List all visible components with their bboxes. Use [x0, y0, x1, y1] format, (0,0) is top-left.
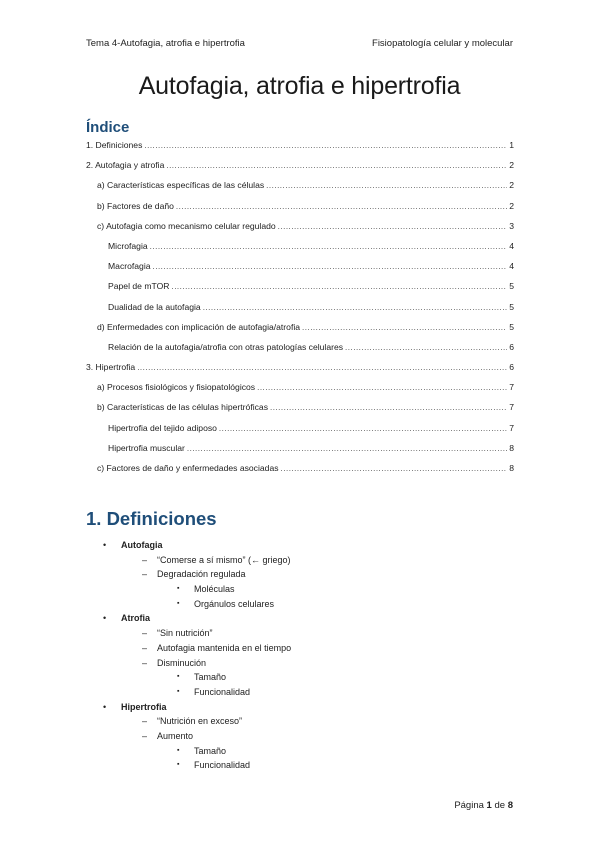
toc-entry-label: Microfagia: [108, 240, 148, 251]
bullet-marker: –: [142, 554, 148, 565]
toc-entry-page: 5: [509, 281, 514, 292]
outline-item: [86, 729, 516, 744]
toc-dot-leader: [187, 444, 507, 453]
outline-item: [86, 597, 516, 612]
toc-dot-leader: [345, 343, 507, 352]
toc-entry-label: Relación de la autofagia/atrofia con otras patologías celulares: [108, 341, 344, 352]
toc-entry[interactable]: [86, 241, 514, 261]
toc-entry-page: 5: [509, 301, 514, 312]
outline-item: [86, 538, 516, 553]
bullet-marker: •: [103, 540, 107, 550]
toc-entry-label: c) Autofagia como mecanismo celular regulado: [97, 220, 276, 231]
toc-dot-leader: [257, 383, 507, 392]
toc-entry-label: 3. Hipertrofia: [86, 362, 136, 373]
toc-entry-label: 1. Definiciones: [86, 140, 143, 150]
outline-item: [86, 656, 516, 671]
page-header: [86, 38, 513, 49]
toc-entry-page: 2: [509, 180, 514, 191]
outline-item-text: Degradación regulada: [157, 569, 246, 580]
outline-item: [86, 685, 516, 700]
footer-total-pages: 8: [507, 800, 513, 811]
document-title: Autofagia, atrofia e hipertrofia: [138, 72, 461, 100]
toc-dot-leader: [278, 222, 508, 231]
outline-item: [86, 626, 516, 641]
definitions-outline: [86, 538, 516, 773]
bullet-marker: ▪: [177, 687, 180, 695]
bullet-marker: –: [142, 730, 148, 741]
header-right: Fisiopatología celular y molecular: [372, 38, 513, 49]
toc-entry-label: Macrofagia: [108, 261, 151, 272]
toc-entry[interactable]: [86, 322, 514, 342]
toc-dot-leader: [144, 141, 507, 150]
bullet-marker: –: [142, 569, 148, 580]
toc-entry-label: Papel de mTOR: [108, 281, 170, 292]
outline-item-text: “Comerse a sí mismo” (← griego): [157, 554, 291, 565]
toc-entry-page: 2: [509, 160, 514, 171]
toc-dot-leader: [171, 282, 507, 291]
bullet-marker: ▪: [177, 585, 180, 593]
toc-entry[interactable]: [86, 160, 514, 180]
bullet-marker: ▪: [177, 673, 180, 681]
bullet-marker: •: [103, 701, 107, 712]
toc-entry-page: 7: [509, 422, 514, 433]
toc-dot-leader: [137, 363, 507, 372]
outline-item-text: Tamaño: [194, 672, 227, 683]
toc-entry-label: Dualidad de la autofagia: [108, 301, 201, 312]
toc-dot-leader: [176, 202, 507, 211]
outline-item-text: Disminución: [157, 657, 207, 668]
toc-entry-page: 3: [509, 220, 514, 231]
toc-entry-page: 6: [509, 362, 514, 373]
toc-heading: Índice: [86, 119, 130, 136]
toc-entry-page: 8: [509, 463, 514, 473]
toc-dot-leader: [153, 262, 508, 271]
toc-entry-label: Hipertrofia del tejido adiposo: [108, 422, 217, 433]
toc-dot-leader: [203, 303, 508, 312]
bullet-marker: ▪: [177, 599, 180, 607]
outline-item: [86, 700, 516, 715]
toc-entry-label: b) Características de las células hipertróficas: [97, 402, 268, 413]
outline-item-text: Autofagia: [121, 540, 163, 550]
toc-dot-leader: [219, 424, 507, 433]
toc-entry[interactable]: [86, 402, 514, 422]
toc-entry[interactable]: [86, 423, 514, 443]
section-heading: 1. Definiciones: [86, 508, 217, 529]
toc-entry[interactable]: [86, 342, 514, 362]
outline-item-text: Atrofia: [121, 613, 150, 624]
toc-entry-page: 7: [509, 402, 514, 413]
toc-dot-leader: [302, 323, 507, 332]
toc-entry-page: 2: [509, 200, 514, 211]
footer-prefix: Página: [454, 800, 484, 811]
outline-item: [86, 670, 516, 685]
toc-entry-label: Hipertrofia muscular: [108, 442, 185, 453]
toc-entry-page: 7: [509, 382, 514, 393]
bullet-marker: –: [142, 716, 148, 727]
footer-sep: de: [494, 800, 506, 811]
toc-entry-page: 1: [509, 140, 514, 150]
toc-entry-page: 4: [509, 240, 514, 251]
outline-item: [86, 611, 516, 626]
toc-entry[interactable]: [86, 463, 514, 483]
outline-item-text: Hipertrofia: [121, 701, 167, 712]
toc-entry[interactable]: [86, 180, 514, 200]
toc-dot-leader: [266, 181, 507, 190]
bullet-marker: –: [142, 642, 148, 653]
outline-item: [86, 641, 516, 656]
toc-entry-label: a) Procesos fisiológicos y fisiopatológicos: [97, 382, 256, 393]
toc-entry-page: 6: [509, 341, 514, 352]
bullet-marker: ▪: [177, 761, 180, 769]
toc-entry[interactable]: [86, 302, 514, 322]
bullet-marker: •: [103, 613, 107, 624]
outline-item-text: Funcionalidad: [194, 760, 251, 771]
outline-item: [86, 553, 516, 568]
toc-entry[interactable]: [86, 281, 514, 301]
footer-current-page: 1: [486, 800, 492, 811]
toc-dot-leader: [270, 403, 507, 412]
toc-entry-page: 4: [509, 261, 514, 272]
toc-entry[interactable]: [86, 140, 514, 160]
outline-item: [86, 567, 516, 582]
bullet-marker: –: [142, 628, 148, 639]
outline-item-text: Orgánulos celulares: [194, 598, 275, 609]
outline-item-text: Funcionalidad: [194, 686, 251, 697]
outline-item-text: “Sin nutrición”: [157, 628, 213, 639]
toc-entry[interactable]: [86, 443, 514, 463]
page-footer: [454, 800, 513, 811]
table-of-contents: [86, 140, 514, 483]
header-left: Tema 4-Autofagia, atrofia e hipertrofia: [86, 38, 245, 49]
bullet-marker: –: [142, 657, 148, 668]
toc-entry-label: c) Factores de daño y enfermedades asociadas: [97, 463, 279, 473]
toc-entry[interactable]: [86, 201, 514, 221]
outline-item-text: Tamaño: [194, 745, 227, 756]
toc-entry-label: d) Enfermedades con implicación de autofagia/atrofia: [97, 321, 301, 332]
outline-item: [86, 758, 516, 773]
toc-entry-label: 2. Autofagia y atrofia: [86, 160, 165, 171]
outline-item: [86, 714, 516, 729]
outline-item-text: Autofagia mantenida en el tiempo: [157, 642, 292, 653]
bullet-marker: ▪: [177, 746, 180, 754]
outline-item-text: “Nutrición en exceso”: [157, 716, 243, 727]
toc-entry[interactable]: [86, 261, 514, 281]
toc-dot-leader: [150, 242, 508, 251]
toc-dot-leader: [166, 161, 507, 170]
toc-entry-label: b) Factores de daño: [97, 200, 174, 211]
outline-item-text: Aumento: [157, 730, 194, 741]
toc-entry-page: 8: [509, 442, 514, 453]
toc-dot-leader: [281, 464, 508, 473]
toc-entry-page: 5: [509, 321, 514, 332]
toc-entry[interactable]: [86, 221, 514, 241]
toc-entry-label: a) Características específicas de las células: [97, 180, 265, 191]
toc-entry[interactable]: [86, 382, 514, 402]
outline-item-text: Moléculas: [194, 584, 235, 595]
toc-entry[interactable]: [86, 362, 514, 382]
outline-item: [86, 744, 516, 759]
outline-item: [86, 582, 516, 597]
